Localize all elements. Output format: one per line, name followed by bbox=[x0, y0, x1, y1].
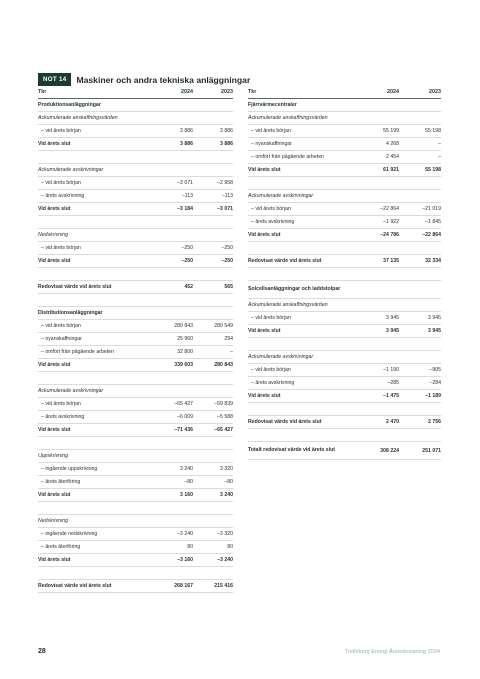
value-2023: –5 588 bbox=[217, 414, 233, 420]
row-label: Vid årets slut bbox=[248, 167, 281, 173]
table-row bbox=[38, 372, 233, 385]
value-2023: 80 bbox=[227, 544, 233, 550]
row-label: – årets återföring bbox=[41, 544, 81, 550]
row-label: Vid årets slut bbox=[248, 328, 281, 334]
page-number: 28 bbox=[38, 648, 46, 655]
value-2024: 3 240 bbox=[180, 466, 193, 472]
table-row bbox=[248, 229, 441, 242]
value-2023: 2 756 bbox=[428, 419, 441, 425]
value-2024: 308 224 bbox=[380, 447, 399, 454]
value-2023: –3 320 bbox=[217, 531, 233, 537]
table-row bbox=[38, 411, 233, 424]
row-label: Uppskrivning bbox=[38, 453, 68, 459]
value-2024: –24 786 bbox=[380, 232, 399, 238]
value-2024: 61 921 bbox=[383, 167, 399, 173]
row-label: Nedskrivning bbox=[38, 232, 68, 238]
table-row bbox=[248, 312, 441, 325]
value-2024: 280 843 bbox=[174, 323, 193, 329]
table-row bbox=[38, 177, 233, 190]
row-label: – årets avskrivning bbox=[41, 193, 85, 199]
value-2023: 3 886 bbox=[220, 128, 233, 134]
value-2024: –1 190 bbox=[383, 367, 399, 373]
value-2024: –3 184 bbox=[177, 206, 193, 212]
value-2024: –80 bbox=[184, 479, 193, 485]
value-2024: –6 009 bbox=[177, 414, 193, 420]
table-row bbox=[38, 359, 233, 372]
row-label: – vid årets början bbox=[251, 367, 291, 373]
row-label: – vid årets början bbox=[251, 206, 291, 212]
table-row bbox=[38, 138, 233, 151]
value-2023: 55 198 bbox=[425, 128, 441, 134]
table-row bbox=[38, 437, 233, 450]
row-label: Redovisat värde vid årets slut bbox=[38, 583, 112, 589]
table-row bbox=[38, 528, 233, 541]
row-label: Vid årets slut bbox=[248, 393, 281, 399]
value-2024: –1 922 bbox=[383, 219, 399, 225]
value-2024: 3 886 bbox=[180, 141, 193, 147]
table-row bbox=[38, 476, 233, 489]
row-label: Redovisat värde vid årets slut bbox=[38, 284, 112, 290]
row-label: Solcellsanläggningar och laddstolpar bbox=[248, 286, 341, 292]
row-label: – vid årets början bbox=[41, 401, 81, 407]
row-label: Vid årets slut bbox=[38, 206, 71, 212]
value-2023: 3 945 bbox=[428, 315, 441, 321]
table-row bbox=[38, 489, 233, 502]
value-2024: 268 167 bbox=[174, 583, 193, 589]
header-year-2023: 2023 bbox=[221, 89, 233, 95]
table-row bbox=[38, 112, 233, 125]
row-label: Vid årets slut bbox=[38, 258, 71, 264]
value-2023: –2 958 bbox=[217, 180, 233, 186]
row-label: – vid årets början bbox=[41, 323, 81, 329]
value-2023: –905 bbox=[429, 367, 441, 373]
value-2024: 4 268 bbox=[386, 141, 399, 147]
value-2023: 280 843 bbox=[214, 362, 233, 368]
table-row bbox=[38, 307, 233, 320]
row-label: – nyanskaffningar bbox=[41, 336, 82, 342]
table-row bbox=[248, 255, 441, 268]
table-row bbox=[248, 112, 441, 125]
row-label: – ingående uppskrivning bbox=[41, 466, 98, 472]
table-row bbox=[248, 416, 441, 429]
table-row bbox=[248, 377, 441, 390]
table-row bbox=[248, 190, 441, 203]
value-2024: –22 864 bbox=[380, 206, 399, 212]
report-source: Trelleborg Energi Årsredovisning 2024 bbox=[344, 649, 440, 655]
table-row bbox=[38, 151, 233, 164]
row-label: Totalt redovisat värde vid årets slut bbox=[248, 447, 335, 453]
row-label: – vid årets början bbox=[41, 180, 81, 186]
value-2024: 339 603 bbox=[174, 362, 193, 368]
value-2024: –3 160 bbox=[177, 557, 193, 563]
row-label: – årets återföring bbox=[41, 479, 81, 485]
value-2023: 32 334 bbox=[425, 258, 441, 264]
value-2023: –22 864 bbox=[422, 232, 441, 238]
value-2023: –3 071 bbox=[217, 206, 233, 212]
value-2023: –80 bbox=[224, 479, 233, 485]
row-label: Ackumulerade anskaffningsvärden bbox=[38, 115, 118, 121]
value-2024: 2 470 bbox=[386, 419, 399, 425]
table-row bbox=[38, 99, 233, 112]
table-row bbox=[38, 164, 233, 177]
value-2023: 294 bbox=[224, 336, 233, 342]
value-2023: –21 019 bbox=[422, 206, 441, 212]
value-2024: –65 427 bbox=[174, 401, 193, 407]
table-row bbox=[38, 320, 233, 333]
table-row bbox=[38, 203, 233, 216]
value-2024: 37 135 bbox=[383, 258, 399, 264]
table-row bbox=[38, 216, 233, 229]
row-label: Ackumulerade anskaffningsvärden bbox=[248, 302, 328, 308]
table-row bbox=[38, 242, 233, 255]
table-row bbox=[248, 351, 441, 364]
value-2024: 25 960 bbox=[177, 336, 193, 342]
row-label: Vid årets slut bbox=[38, 557, 71, 563]
left-table bbox=[38, 86, 233, 593]
value-2023: 565 bbox=[224, 284, 233, 290]
value-2023: –1 845 bbox=[425, 219, 441, 225]
value-2024: –250 bbox=[181, 245, 193, 251]
row-label: – vid årets början bbox=[41, 245, 81, 251]
row-label: Nedskrivning bbox=[38, 518, 68, 524]
table-row bbox=[248, 299, 441, 312]
value-2023: 3 886 bbox=[220, 141, 233, 147]
value-2023: –3 240 bbox=[217, 557, 233, 563]
table-row bbox=[38, 333, 233, 346]
table-row bbox=[248, 99, 441, 112]
header-year-2023: 2023 bbox=[429, 89, 441, 95]
value-2024: –285 bbox=[387, 380, 399, 386]
table-row bbox=[38, 463, 233, 476]
table-row bbox=[248, 125, 441, 138]
table-row bbox=[248, 203, 441, 216]
value-2023: 215 416 bbox=[214, 583, 233, 589]
value-2024: –1 475 bbox=[383, 393, 399, 399]
table-row bbox=[38, 190, 233, 203]
table-row bbox=[248, 429, 441, 442]
table-row bbox=[38, 450, 233, 463]
row-label: – årets avskrivning bbox=[41, 414, 85, 420]
value-2024: 80 bbox=[187, 544, 193, 550]
value-2024: 3 945 bbox=[386, 315, 399, 321]
table-row bbox=[248, 242, 441, 255]
row-label: Vid årets slut bbox=[248, 232, 281, 238]
table-row bbox=[38, 385, 233, 398]
value-2024: –113 bbox=[181, 193, 193, 199]
row-label: – omfört från pågående arbeten bbox=[41, 349, 114, 355]
row-label: Vid årets slut bbox=[38, 362, 71, 368]
row-label: – årets avskrivning bbox=[251, 380, 295, 386]
table-row bbox=[248, 177, 441, 190]
table-row bbox=[38, 346, 233, 359]
value-2024: –250 bbox=[181, 258, 193, 264]
value-2023: 3 945 bbox=[428, 328, 441, 334]
table-row bbox=[38, 580, 233, 593]
note-badge: NOT 14 bbox=[38, 73, 71, 86]
value-2024: –3 071 bbox=[177, 180, 193, 186]
value-2023: 55 198 bbox=[425, 167, 441, 173]
value-2023: 251 071 bbox=[422, 447, 441, 454]
row-label: Vid årets slut bbox=[38, 141, 71, 147]
row-label: Ackumulerade anskaffningsvärden bbox=[248, 115, 328, 121]
value-2024: 3 945 bbox=[386, 328, 399, 334]
value-2023: 3 320 bbox=[220, 466, 233, 472]
row-label: Ackumulerade avskrivningar bbox=[38, 167, 104, 173]
row-label: Ackumulerade avskrivningar bbox=[248, 354, 314, 360]
row-label: Redovisat värde vid årets slut bbox=[248, 419, 322, 425]
value-2023: – bbox=[438, 141, 441, 147]
row-label: – vid årets början bbox=[251, 315, 291, 321]
value-2024: 452 bbox=[184, 284, 193, 290]
table-row bbox=[248, 338, 441, 351]
note-title: Maskiner och andra tekniska anläggningar bbox=[76, 74, 251, 85]
value-2023: –65 427 bbox=[214, 427, 233, 433]
value-2024: 3 160 bbox=[180, 492, 193, 498]
table-header bbox=[248, 86, 441, 99]
value-2023: 3 240 bbox=[220, 492, 233, 498]
right-table bbox=[248, 86, 441, 460]
table-row bbox=[248, 442, 441, 460]
table-header bbox=[38, 86, 233, 99]
row-label: Vid årets slut bbox=[38, 492, 71, 498]
value-2023: –113 bbox=[221, 193, 233, 199]
table-row bbox=[248, 364, 441, 377]
value-2023: – bbox=[230, 349, 233, 355]
table-row bbox=[38, 567, 233, 580]
table-row bbox=[248, 390, 441, 403]
table-row bbox=[38, 229, 233, 242]
table-row bbox=[248, 325, 441, 338]
header-year-2024: 2024 bbox=[181, 89, 193, 95]
table-row bbox=[38, 554, 233, 567]
table-row bbox=[38, 125, 233, 138]
value-2024: –3 240 bbox=[177, 531, 193, 537]
table-row bbox=[38, 502, 233, 515]
row-label: Distributionsanläggningar bbox=[38, 310, 103, 316]
table-row bbox=[248, 164, 441, 177]
table-row bbox=[38, 255, 233, 268]
table-row bbox=[38, 515, 233, 528]
row-label: Ackumulerade avskrivningar bbox=[248, 193, 314, 199]
value-2024: 3 886 bbox=[180, 128, 193, 134]
row-label: – omfört från pågående arbeten bbox=[251, 154, 324, 160]
value-2023: 280 549 bbox=[214, 323, 233, 329]
table-row bbox=[38, 294, 233, 307]
row-label: – vid årets början bbox=[251, 128, 291, 134]
value-2023: –250 bbox=[221, 245, 233, 251]
value-2024: –71 436 bbox=[174, 427, 193, 433]
table-row bbox=[38, 398, 233, 411]
table-row bbox=[248, 281, 441, 299]
table-row bbox=[248, 216, 441, 229]
header-label: Tkr bbox=[248, 89, 257, 95]
header-label: Tkr bbox=[38, 89, 47, 95]
row-label: Produktionsanläggningar bbox=[38, 102, 101, 108]
value-2023: –250 bbox=[221, 258, 233, 264]
row-label: Vid årets slut bbox=[38, 427, 71, 433]
row-label: Redovisat värde vid årets slut bbox=[248, 258, 322, 264]
table-row bbox=[248, 138, 441, 151]
table-row bbox=[38, 268, 233, 281]
value-2023: – bbox=[438, 154, 441, 160]
value-2023: –59 839 bbox=[214, 401, 233, 407]
table-row bbox=[248, 151, 441, 164]
table-row bbox=[38, 281, 233, 294]
table-row bbox=[248, 403, 441, 416]
row-label: Fjärrvärmecentraler bbox=[248, 102, 297, 108]
row-label: – årets avskrivning bbox=[251, 219, 295, 225]
table-row bbox=[38, 424, 233, 437]
value-2024: 2 454 bbox=[386, 154, 399, 160]
row-label: – nyanskaffningar bbox=[251, 141, 292, 147]
value-2024: 32 800 bbox=[177, 349, 193, 355]
table-row bbox=[248, 268, 441, 281]
value-2024: 55 199 bbox=[383, 128, 399, 134]
value-2023: –1 189 bbox=[425, 393, 441, 399]
note-header bbox=[38, 73, 250, 86]
header-year-2024: 2024 bbox=[387, 89, 399, 95]
row-label: Ackumulerade avskrivningar bbox=[38, 388, 104, 394]
value-2023: –284 bbox=[429, 380, 441, 386]
row-label: – vid årets början bbox=[41, 128, 81, 134]
row-label: – ingående nedskrivning bbox=[41, 531, 98, 537]
table-row bbox=[38, 541, 233, 554]
